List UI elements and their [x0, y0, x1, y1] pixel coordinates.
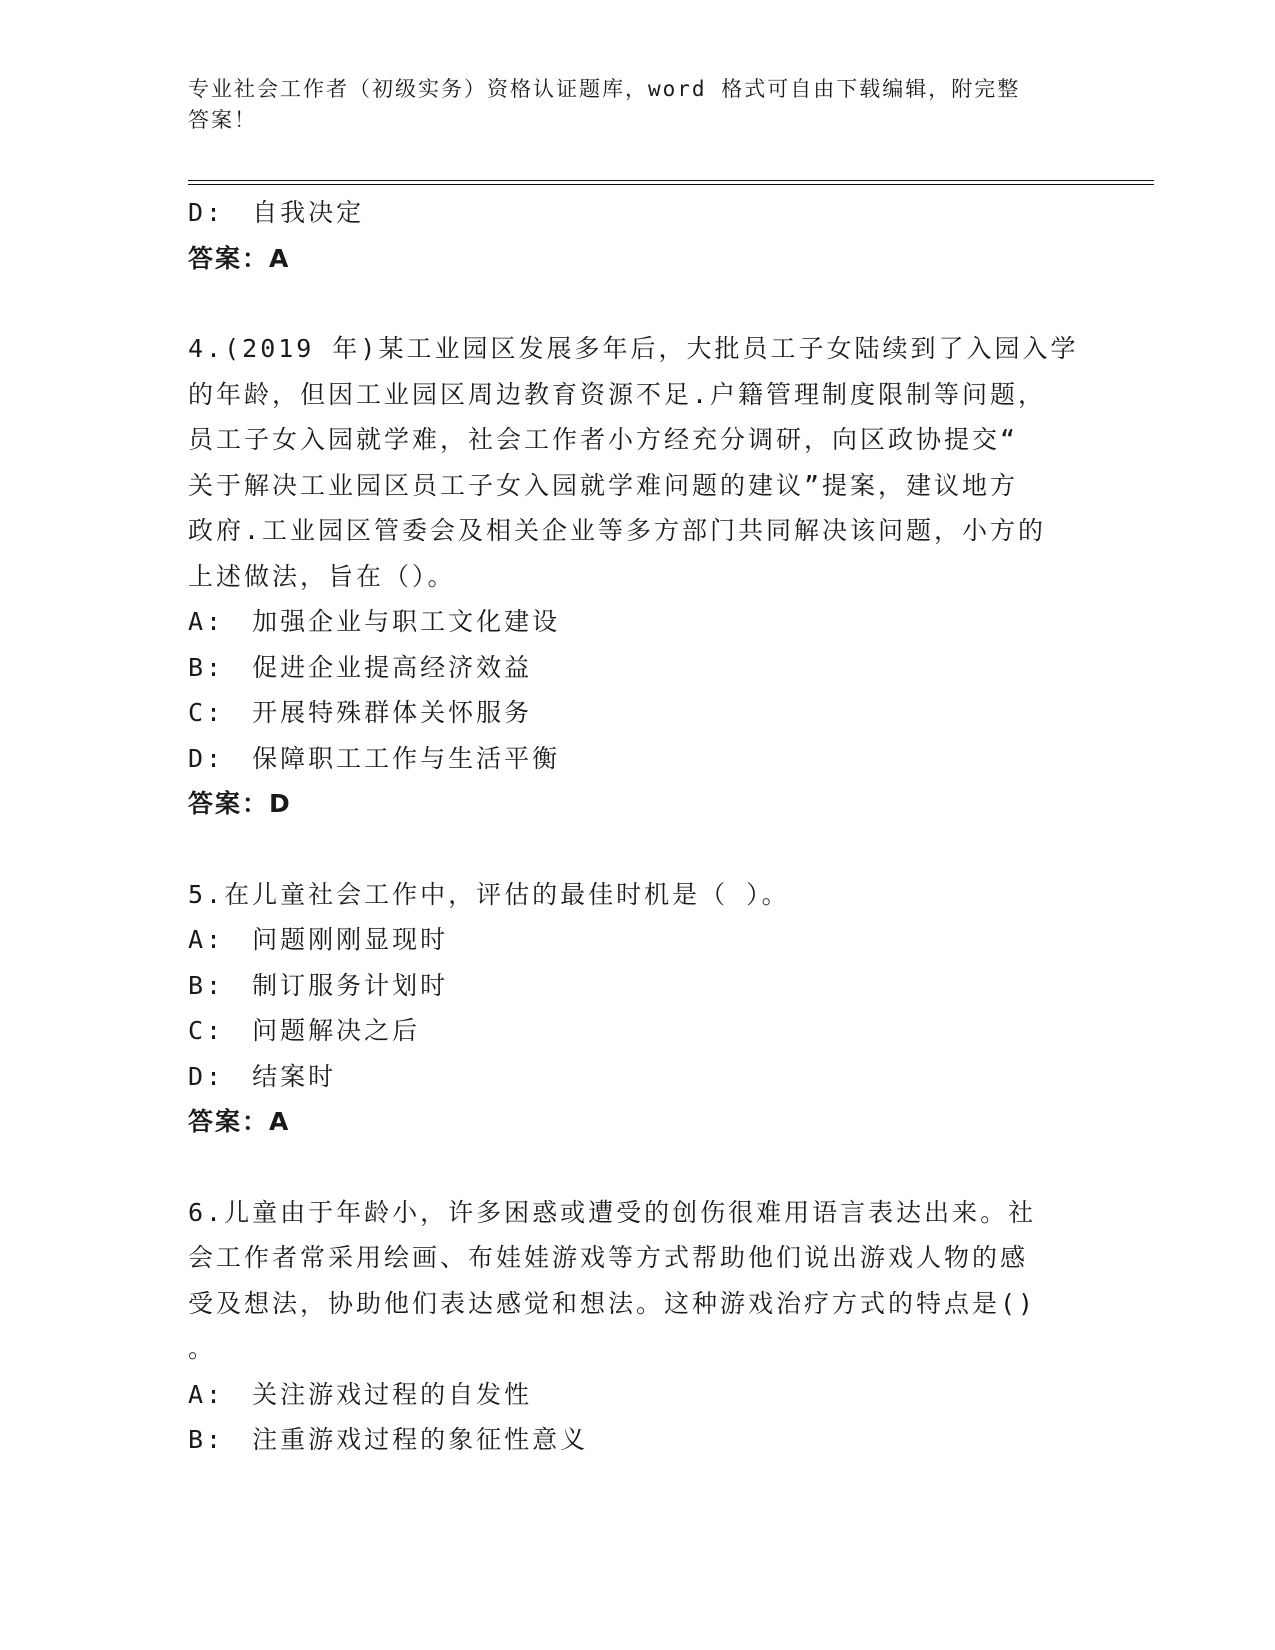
- option-a: A: 关注游戏过程的自发性: [188, 1379, 533, 1409]
- answer-label: 答案：D: [188, 789, 292, 818]
- option-d: D: 结案时: [188, 1061, 337, 1091]
- option-d: D: 保障职工工作与生活平衡: [188, 743, 561, 773]
- header-line-1: 专业社会工作者（初级实务）资格认证题库，word 格式可自由下载编辑，附完整: [188, 77, 1021, 101]
- question-5: [188, 872, 1088, 1145]
- option-b: B: 促进企业提高经济效益: [188, 652, 533, 682]
- answer-label: 答案：A: [188, 1107, 291, 1136]
- previous-question-tail: [188, 190, 1088, 281]
- document-header: [188, 74, 1078, 136]
- question-text-line: 员工子女入园就学难，社会工作者小方经充分调研，向区政协提交“: [188, 425, 1019, 454]
- answer-label: 答案：A: [188, 243, 291, 273]
- spacer: [188, 281, 1088, 326]
- question-6: [188, 1190, 1088, 1463]
- question-content: [188, 190, 1088, 1463]
- header-line-2: 答案！: [188, 108, 257, 132]
- option-b: B: 注重游戏过程的象征性意义: [188, 1425, 589, 1454]
- question-text-line: 的年龄，但因工业园区周边教育资源不足.户籍管理制度限制等问题，: [188, 379, 1047, 409]
- question-text-line: 。: [188, 1334, 217, 1363]
- option-b: B: 制订服务计划时: [188, 970, 449, 1000]
- header-divider-top: [188, 180, 1154, 181]
- question-text-line: 6.儿童由于年龄小，许多困惑或遭受的创伤很难用语言表达出来。社: [188, 1197, 1037, 1227]
- header-divider-bottom: [188, 184, 1154, 185]
- question-text-line: 受及想法，协助他们表达感觉和想法。这种游戏治疗方式的特点是(): [188, 1288, 1037, 1318]
- option-a: A: 加强企业与职工文化建设: [188, 607, 561, 636]
- question-text-line: 政府.工业园区管委会及相关企业等多方部门共同解决该问题，小方的: [188, 516, 1047, 545]
- question-text-line: 关于解决工业园区员工子女入园就学难问题的建议”提案，建议地方: [188, 470, 1019, 500]
- question-4: [188, 326, 1088, 827]
- question-text-line: 会工作者常采用绘画、布娃娃游戏等方式帮助他们说出游戏人物的感: [188, 1243, 1029, 1272]
- spacer: [188, 827, 1088, 872]
- spacer: [188, 1145, 1088, 1190]
- option-a: A: 问题刚刚显现时: [188, 925, 449, 954]
- option-d: D: 自我决定: [188, 198, 365, 227]
- question-text-line: 4.(2019 年)某工业园区发展多年后，大批员工子女陆续到了入园入学: [188, 334, 1079, 363]
- question-text-line: 5.在儿童社会工作中，评估的最佳时机是（ ）。: [188, 879, 790, 909]
- question-text-line: 上述做法，旨在（）。: [188, 561, 456, 591]
- option-c: C: 问题解决之后: [188, 1016, 421, 1045]
- option-c: C: 开展特殊群体关怀服务: [188, 698, 533, 727]
